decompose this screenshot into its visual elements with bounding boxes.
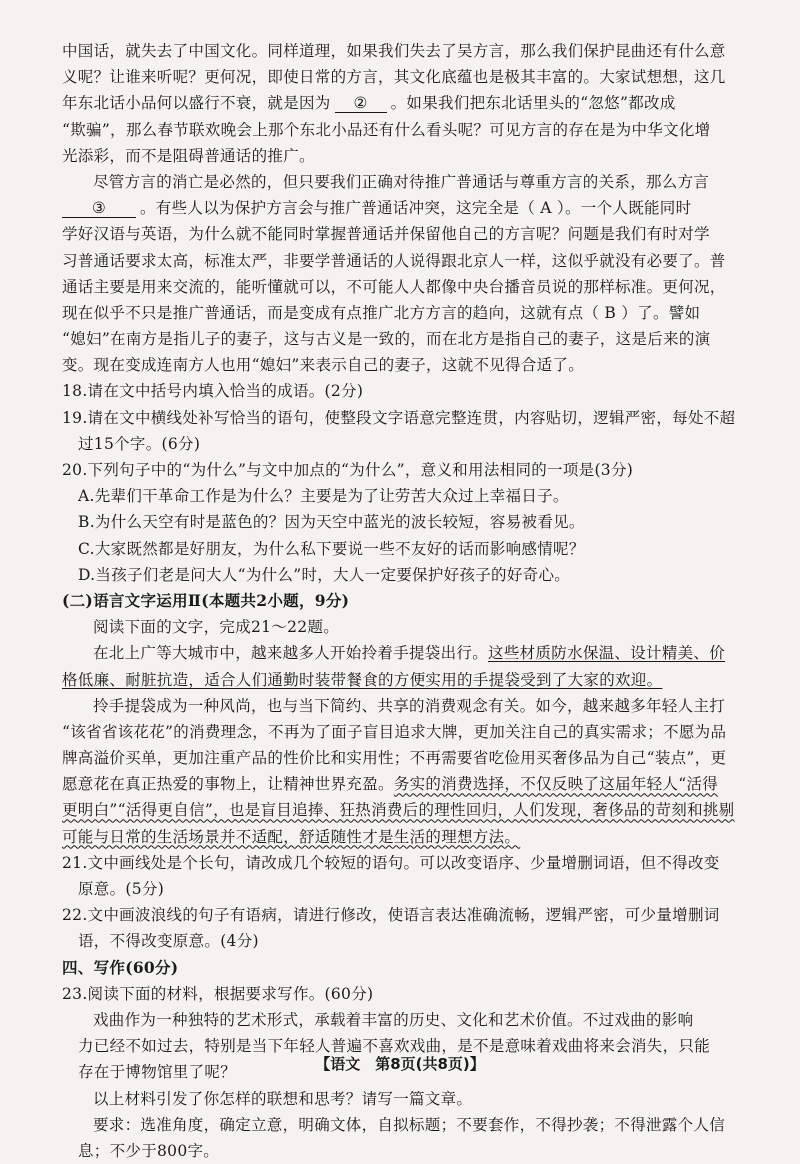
question-19: 19.请在文中横线处补写恰当的语句，使整段文字语意完整连贯，内容贴切，逻辑严密，每处不超: [62, 408, 736, 427]
option-b: B.为什么天空有时是蓝色的？因为天空中蓝光的波长较短，容易被看见。: [78, 513, 585, 532]
text-line: 现在似乎不只是推广普通话，而是变成有点推广北方方言的趋向，这就有点（ B ）了。譬如: [62, 303, 701, 322]
text-line: 牌高溢价买单，更加注重产品的性价比和实用性；不再需要省吃俭用买奢侈品为自己“装点”，更: [62, 749, 727, 768]
text-line: 尽管方言的消亡是必然的，但只要我们正确对待推广普通话与尊重方言的关系，那么方言: [93, 172, 710, 191]
text-span: 在北上广等大城市中，越来越多人开始拎着手提袋出行。: [93, 644, 489, 663]
requirement-line: 息；不少于800字。: [78, 1141, 220, 1160]
question-22-cont: 语，不得改变原意。(4分): [78, 932, 259, 951]
text-line: “该省省该花花”的消费理念，不再为了面子盲目追求大牌，更加关注自己的真实需求；不愿为品: [62, 722, 727, 741]
section-language-use-2: [62, 588, 744, 955]
text-line: 学好汉语与英语，为什么就不能同时掌握普通话并保留他自己的方言呢？问题是我们有时对学: [62, 225, 710, 244]
wavy-sentence: 可能与日常的生活场景并不适配，舒适随性才是生活的理想方法。: [62, 827, 521, 846]
wavy-sentence: 务实的消费选择，不仅反映了这届年轻人“活得: [393, 775, 719, 794]
text-span: 。有些人以为保护方言会与推广普通话冲突，这完全是（ A ）。一个人既能同时: [140, 199, 692, 218]
text-line: 通话主要是用来交流的，能听懂就可以，不可能人人都像中央台播音员说的那样标准。更何况，: [62, 277, 726, 296]
text-line: 义呢？让谁来听呢？更何况，即使日常的方言，其文化底蕴也是极其丰富的。大家试想想，这几: [62, 68, 726, 87]
option-c: C.大家既然都是好朋友，为什么私下要说一些不友好的话而影响感情呢？: [78, 539, 585, 558]
question-18: 18.请在文中括号内填入恰当的成语。(2分): [62, 382, 364, 401]
text-line: [62, 640, 744, 666]
material-line: 力已经不如过去，特别是当下年轻人普遍不喜欢戏曲，是不是意味着戏曲将来会消失，只能: [78, 1037, 711, 1056]
blank-3: ③: [62, 199, 136, 218]
text-line: “欺骗”，那么春节联欢晚会上那个东北小品还有什么看头呢？可见方言的存在是为中华文化增: [62, 120, 711, 139]
question-22: 22.文中画波浪线的句子有语病，请进行修改，使语言表达准确流畅，逻辑严密，可少量增删词: [62, 906, 720, 925]
blank-2: ②: [335, 94, 387, 113]
reading-instruction: 阅读下面的文字，完成21～22题。: [93, 618, 340, 637]
wavy-sentence: 更明白”“活得更自信”，也是盲目追捧、狂热消费后的理性回归，人们发现，奢侈品的苛刻和挑剔: [62, 801, 735, 820]
page-footer: 【语文 第8页(共8页)】: [315, 1055, 485, 1073]
material-line: 以上材料引发了你怎样的联想和思考？请写一篇文章。: [93, 1089, 473, 1108]
question-20: 20.下列句子中的“为什么”与文中加点的“为什么”，意义和用法相同的一项是(3分): [62, 461, 634, 479]
questions-18-20: [62, 378, 744, 588]
question-21: 21.文中画线处是个长句，请改成几个较短的语句。可以改变语序、少量增删词语，但不得改变: [62, 853, 720, 872]
text-line: [62, 797, 744, 823]
requirement-line: 要求：选准角度，确定立意，明确文体，自拟标题；不要套作，不得抄袭；不得泄露个人信: [93, 1115, 726, 1134]
text-line: 光添彩，而不是阻碍普通话的推广。: [62, 146, 315, 165]
question-21-cont: 原意。(5分): [78, 880, 165, 898]
underlined-sentence: 这些材质防水保温、设计精美、价: [488, 644, 726, 663]
section-heading: 四、写作(60分): [62, 957, 179, 977]
text-line: [62, 771, 744, 797]
underlined-sentence: 格低廉、耐脏抗造，适合人们通勤时装带餐食的方便实用的手提袋受到了大家的欢迎。: [62, 670, 663, 689]
option-a: A.先辈们干革命工作是为什么？主要是为了让劳苦大众过上幸福日子。: [78, 487, 569, 506]
text-span: 年东北话小品何以盛行不衰，就是因为: [62, 94, 331, 113]
question-23: 23.阅读下面的材料，根据要求写作。(60分): [62, 984, 374, 1003]
text-line: “媳妇”在南方是指儿子的妻子，这与古义是一致的，而在北方是指自己的妻子，这是后来的演: [62, 330, 711, 349]
text-span: 。如果我们把东北话里头的“忽悠”都改成: [390, 94, 676, 113]
material-line: 戏曲作为一种独特的艺术形式，承载着丰富的历史、文化和艺术价值。不过戏曲的影响: [93, 1010, 694, 1029]
text-line: [62, 667, 744, 693]
question-19-cont: 过15个字。(6分): [78, 434, 201, 453]
passage-dialect: [62, 38, 744, 378]
text-line: 习普通话要求太高，标准太严，非要学普通话的人说得跟北京人一样，这似乎就没有必要了。普: [62, 251, 726, 270]
section-heading: (二)语言文字运用Ⅱ(本题共2小题，9分): [62, 590, 350, 610]
text-line: [62, 824, 744, 850]
text-span: 愿意花在真正热爱的事物上，让精神世界充盈。: [62, 775, 394, 794]
text-line: [62, 195, 744, 221]
text-line: [62, 90, 744, 116]
text-line: 变。现在变成连南方人也用“媳妇”来表示自己的妻子，这就不见得合适了。: [62, 356, 585, 375]
text-line: 拎手提袋成为一种风尚，也与当下简约、共享的消费观念有关。如今，越来越多年轻人主打: [93, 696, 726, 715]
material-line: 存在于博物馆里了呢？: [78, 1063, 237, 1082]
option-d: D.当孩子们老是问大人“为什么”时，大人一定要保护好孩子的好奇心。: [78, 565, 571, 584]
text-line: 中国话，就失去了中国文化。同样道理，如果我们失去了吴方言，那么我们保护昆曲还有什么意: [62, 42, 726, 60]
